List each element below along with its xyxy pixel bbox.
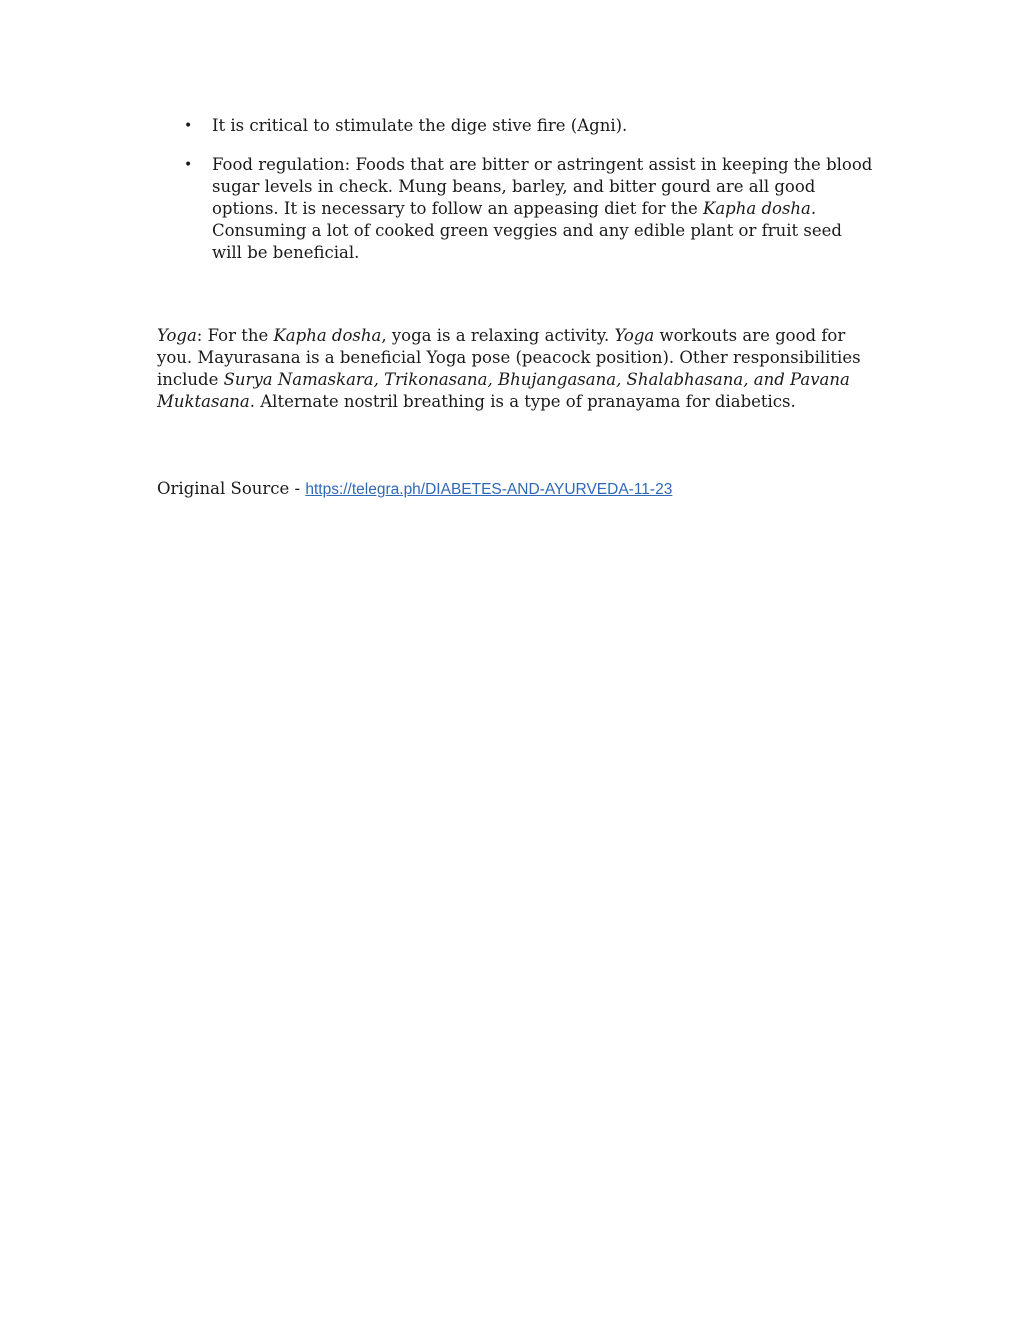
kapha-dosha-term: Kapha dosha. [703, 199, 817, 218]
bullet-text-continued: Consuming a lot of cooked green veggies and any edible plant or fruit seed will be beneficial. [212, 221, 842, 262]
bullet-text: It is critical to stimulate the dige stive fire (Agni). [212, 116, 628, 135]
source-line [157, 478, 877, 501]
kapha-dosha-term: Kapha dosha [273, 326, 382, 345]
source-label: Original Source - [157, 479, 306, 498]
bullet-list [157, 115, 877, 281]
bullet-marker: • [184, 157, 193, 173]
yoga-poses-list: Surya Namaskara, Trikonasana, Bhujangasana, Shalabhasana, and Pavana Muktasana [157, 370, 850, 411]
source-link[interactable]: https://telegra.ph/DIABETES-AND-AYURVEDA-11-23 [305, 481, 673, 498]
yoga-text-4: . Alternate nostril breathing is a type of pranayama for diabetics. [249, 392, 796, 411]
yoga-paragraph [157, 325, 877, 413]
bullet-marker: • [184, 118, 193, 134]
yoga-text-3: workouts are good for you. Mayurasana is a beneficial Yoga pose (peacock position). Other responsibilities include [157, 326, 861, 389]
bullet-item-food-regulation [157, 154, 877, 264]
bullet-text: Food regulation: Foods that are bitter or astringent assist in keeping the blood sugar levels in check. Mung beans, barley, and bitter gourd are all good options. It is necessary to follow an appeasing diet for the [212, 155, 873, 218]
yoga-term: Yoga [157, 326, 197, 345]
yoga-text-1: : For the [196, 326, 274, 345]
yoga-term-2: Yoga [614, 326, 655, 345]
yoga-text-2: , yoga is a relaxing activity. [381, 326, 615, 345]
bullet-item-agni [157, 115, 877, 137]
